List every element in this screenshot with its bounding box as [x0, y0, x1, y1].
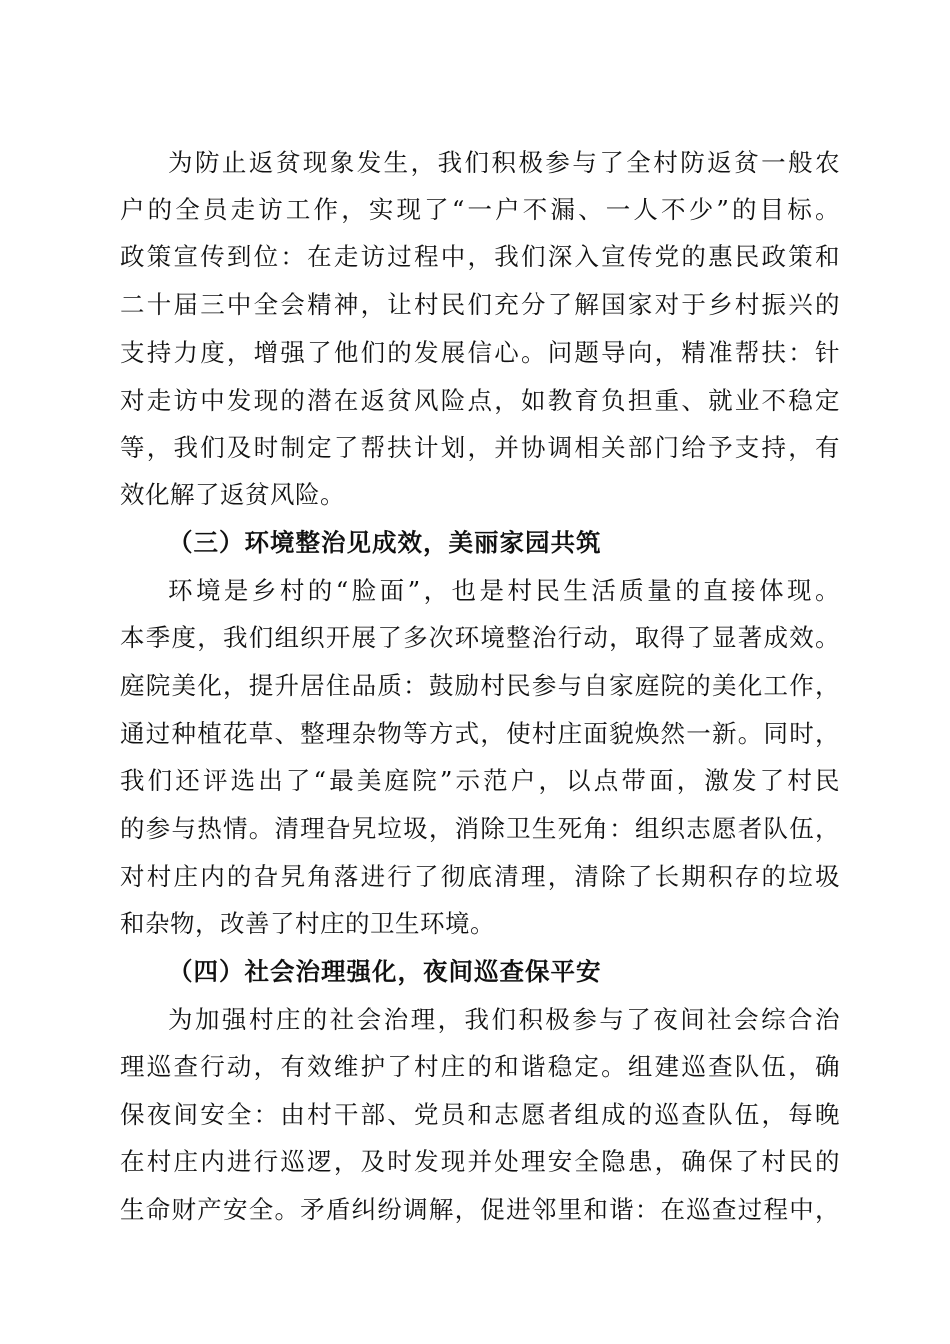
paragraph-line: 在村庄内进行巡逻，及时发现并处理安全隐患，确保了村民的	[120, 1147, 840, 1176]
section-heading-4: （四）社会治理强化，夜间巡查保平安	[168, 957, 602, 986]
paragraph-line: 户的全员走访工作，实现了“一户不漏、一人不少”的目标。	[120, 195, 840, 224]
paragraph-line: 为防止返贫现象发生，我们积极参与了全村防返贫一般农	[168, 148, 840, 177]
paragraph-line: 本季度，我们组织开展了多次环境整治行动，取得了显著成效。	[120, 623, 840, 652]
paragraph-line: 二十届三中全会精神，让村民们充分了解国家对于乡村振兴的	[120, 290, 840, 319]
paragraph-line: 政策宣传到位：在走访过程中，我们深入宣传党的惠民政策和	[120, 242, 840, 271]
paragraph-line: 庭院美化，提升居住品质：鼓励村民参与自家庭院的美化工作，	[120, 671, 840, 700]
paragraph-line: 和杂物，改善了村庄的卫生环境。	[120, 909, 495, 938]
paragraph-line: 我们还评选出了“最美庭院”示范户，以点带面，激发了村民	[120, 766, 840, 795]
paragraph-line: 通过种植花草、整理杂物等方式，使村庄面貌焕然一新。同时，	[120, 719, 840, 748]
paragraph-line: 对走访中发现的潜在返贫风险点，如教育负担重、就业不稳定	[120, 386, 840, 415]
paragraph-line: 效化解了返贫风险。	[120, 480, 345, 509]
paragraph-line: 环境是乡村的“脸面”，也是村民生活质量的直接体现。	[168, 576, 840, 605]
paragraph-line: 理巡查行动，有效维护了村庄的和谐稳定。组建巡查队伍，确	[120, 1052, 840, 1081]
paragraph-line: 保夜间安全：由村干部、党员和志愿者组成的巡查队伍，每晚	[120, 1100, 840, 1129]
paragraph-line: 生命财产安全。矛盾纠纷调解，促进邻里和谐：在巡查过程中，	[120, 1195, 840, 1224]
section-heading-3: （三）环境整治见成效，美丽家园共筑	[168, 528, 602, 557]
paragraph-line: 等，我们及时制定了帮扶计划，并协调相关部门给予支持，有	[120, 433, 840, 462]
paragraph-line: 为加强村庄的社会治理，我们积极参与了夜间社会综合治	[168, 1005, 840, 1034]
paragraph-line: 的参与热情。清理旮旯垃圾，消除卫生死角：组织志愿者队伍，	[120, 814, 840, 843]
paragraph-line: 对村庄内的旮旯角落进行了彻底清理，清除了长期积存的垃圾	[120, 862, 840, 891]
paragraph-line: 支持力度，增强了他们的发展信心。问题导向，精准帮扶：针	[120, 338, 840, 367]
